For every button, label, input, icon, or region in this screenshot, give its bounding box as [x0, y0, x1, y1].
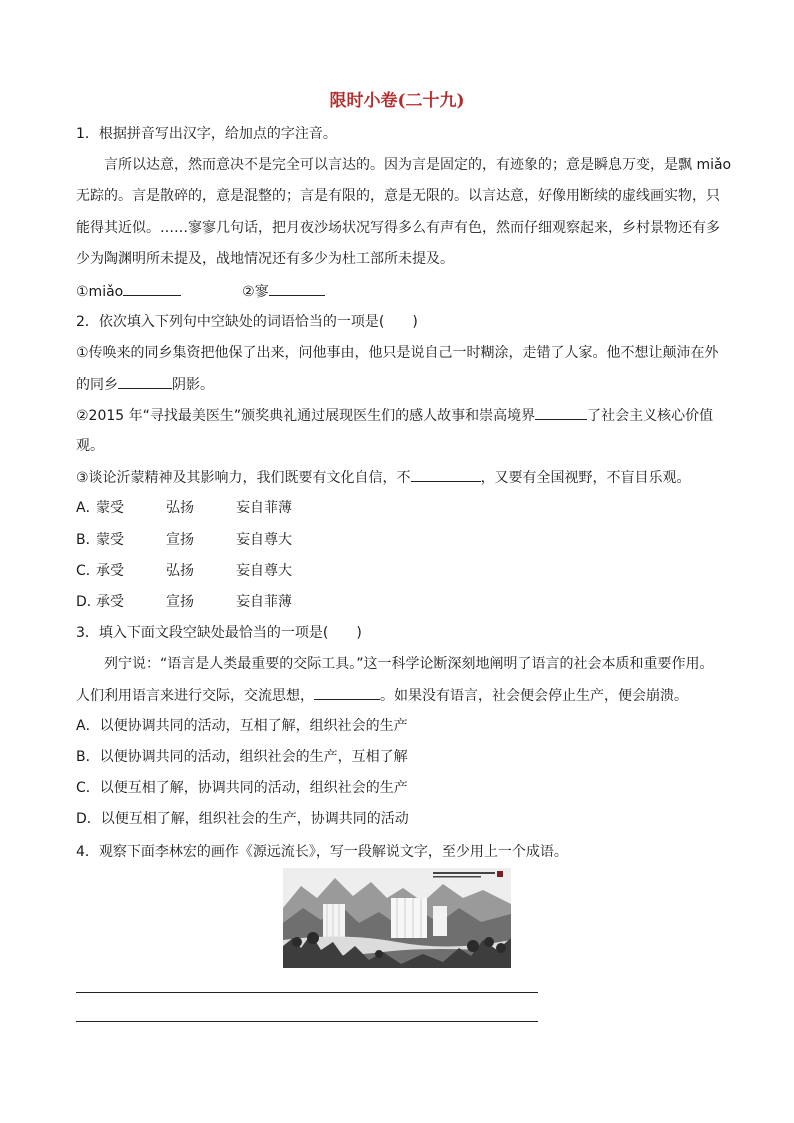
- q2-blank3[interactable]: [411, 467, 481, 482]
- q2-option-d-letter: D．: [76, 594, 101, 610]
- q2-option-c-word1: 承受: [96, 563, 124, 579]
- q2-s2-text-pre: ②2015 年“寻找最美医生”颁奖典礼通过展现医生们的感人故事和崇高境界: [76, 408, 536, 424]
- q4-stem: 4．观察下面李林宏的画作《源远流长》，写一段解说文字，至少用上一个成语。: [76, 844, 568, 860]
- q2-option-a-word1: 蒙受: [96, 500, 124, 516]
- q3-stem: 3．填入下面文段空缺处最恰当的一项是( ): [76, 625, 362, 641]
- q4-answer-line-1[interactable]: [76, 992, 538, 993]
- q3-option-d[interactable]: D．以便互相了解，组织社会的生产，协调共同的活动: [76, 811, 409, 827]
- q3-blank[interactable]: [314, 685, 380, 700]
- q2-option-a-word3: 妄自菲薄: [236, 500, 292, 516]
- q2-sentence2-line2: 观。: [76, 438, 104, 454]
- q2-option-c-letter: C．: [76, 563, 100, 579]
- q4-answer-line-2[interactable]: [76, 1021, 538, 1022]
- q2-option-a-word2: 弘扬: [166, 500, 194, 516]
- q2-s3-text-post: ，又要有全国视野，不盲目乐观。: [480, 470, 691, 486]
- q1-blank2[interactable]: [269, 281, 325, 296]
- q3-option-c[interactable]: C．以便互相了解，协调共同的活动，组织社会的生产: [76, 780, 408, 796]
- q1-passage-line-2: 无踪的。言是散碎的，意是混整的；言是有限的，意是无限的。以言达意，好像用断续的虚线画实物，只: [76, 188, 720, 204]
- q3-option-b[interactable]: B．以便协调共同的活动，组织社会的生产，互相了解: [76, 749, 408, 765]
- q2-s1-text-post: 阴影。: [172, 377, 214, 393]
- q2-option-d-word3: 妄自菲薄: [236, 594, 292, 610]
- q3-text-pre: 人们利用语言来进行交际，交流思想，: [76, 688, 314, 704]
- q1-blank1[interactable]: [123, 281, 181, 296]
- q3-passage-line2: [76, 685, 726, 706]
- q1-passage-line-4: 少为陶渊明所未提及，战地情况还有多少为杜工部所未提及。: [76, 251, 454, 267]
- q2-sentence1-line1: ①传唤来的同乡集资把他保了出来，问他事由，他只是说自己一时糊涂，走错了人家。他不想让颠沛在外: [76, 345, 719, 361]
- q2-s3-text-pre: ③谈论沂蒙精神及其影响力，我们既要有文化自信，不: [76, 470, 411, 486]
- q2-option-c-word3: 妄自尊大: [236, 563, 292, 579]
- q2-option-b-word2: 宣扬: [166, 532, 194, 548]
- q2-sentence2-line1: [76, 405, 726, 426]
- q2-option-d-word2: 宣扬: [166, 594, 194, 610]
- q2-s2-text-post: 了社会主义核心价值: [587, 408, 714, 424]
- q2-option-a-letter: A．: [76, 500, 100, 516]
- q3-option-a[interactable]: A．以便协调共同的活动，互相了解，组织社会的生产: [76, 718, 408, 734]
- page-title: 限时小卷(二十九): [329, 91, 465, 111]
- q2-sentence1-line2: [76, 374, 726, 395]
- q1-passage-line-1: 言所以达意，然而意决不是完全可以言达的。因为言是固定的，有迹象的；意是瞬息万变，是飘 miǎo: [104, 157, 732, 173]
- landscape-painting-image: [283, 868, 511, 968]
- q1-stem: 1．根据拼音写出汉字，给加点的字注音。: [76, 126, 337, 142]
- q3-text-post: 。如果没有语言，社会便会停止生产，便会崩溃。: [380, 688, 688, 704]
- q2-option-b-letter: B．: [76, 532, 100, 548]
- q1-passage-line-3: 能得其近似。……寥寥几句话，把月夜沙场状况写得多么有声有色，然而仔细观察起来，乡村景物还有多: [76, 220, 720, 236]
- q2-option-b-word1: 蒙受: [96, 532, 124, 548]
- q2-option-d-word1: 承受: [96, 594, 124, 610]
- q1-blank2-label: ②寥: [242, 284, 269, 300]
- q3-passage-line1: 列宁说：“语言是人类最重要的交际工具。”这一科学论断深刻地阐明了语言的社会本质和重要作用。: [104, 656, 714, 672]
- q2-option-c-word2: 弘扬: [166, 563, 194, 579]
- q2-stem: 2．依次填入下列句中空缺处的词语恰当的一项是( ): [76, 314, 418, 330]
- q2-blank1[interactable]: [118, 374, 172, 389]
- q2-option-b-word3: 妄自尊大: [236, 532, 292, 548]
- q2-s1-text-pre: 的同乡: [76, 377, 118, 393]
- q2-sentence3: [76, 467, 726, 488]
- q1-answer-blanks: [76, 281, 726, 302]
- q1-blank1-label: ①miǎo: [76, 284, 124, 300]
- q2-blank2[interactable]: [535, 405, 587, 420]
